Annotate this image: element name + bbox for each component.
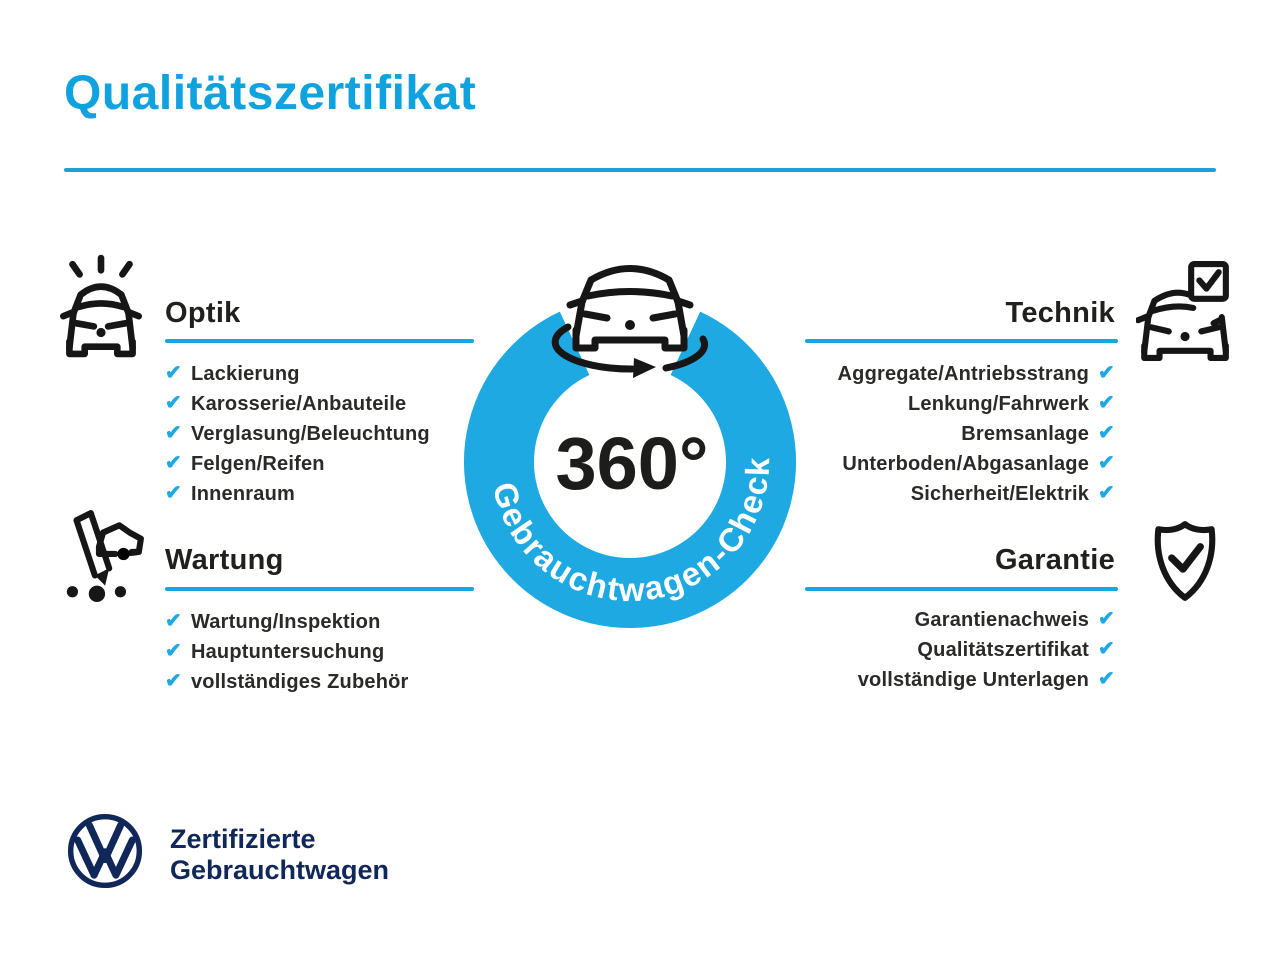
list-item-label: Verglasung/Beleuchtung xyxy=(190,422,430,445)
list-item-label: Lenkung/Fahrwerk xyxy=(908,392,1090,415)
check-icon: ✔ xyxy=(165,670,182,692)
list-item-label: Innenraum xyxy=(190,482,296,505)
car-checkbox-icon xyxy=(1136,260,1230,362)
footer-line-2: Gebrauchtwagen xyxy=(170,855,390,885)
check-icon: ✔ xyxy=(1098,392,1115,414)
check-icon: ✔ xyxy=(165,452,182,474)
check-icon: ✔ xyxy=(165,422,182,444)
list-item-label: Aggregate/Antriebsstrang xyxy=(837,362,1090,385)
footer-line-1: Zertifizierte xyxy=(170,824,316,854)
list-item xyxy=(165,637,409,667)
list-item xyxy=(917,635,1115,665)
optik-divider xyxy=(165,339,474,343)
check-icon: ✔ xyxy=(1098,422,1115,444)
check-icon: ✔ xyxy=(1098,482,1115,504)
section-title-technik: Technik xyxy=(1005,297,1115,329)
vw-logo xyxy=(66,812,144,890)
car-shine-icon xyxy=(56,254,146,360)
garantie-list xyxy=(858,605,1115,695)
list-item-label: Unterboden/Abgasanlage xyxy=(842,452,1090,475)
list-item xyxy=(858,665,1115,695)
list-item-label: Karosserie/Anbauteile xyxy=(190,392,407,415)
360-check-badge xyxy=(440,230,840,650)
list-item xyxy=(842,449,1115,479)
list-item xyxy=(908,389,1115,419)
check-icon: ✔ xyxy=(1098,638,1115,660)
technik-list xyxy=(838,359,1115,509)
check-icon: ✔ xyxy=(1098,362,1115,384)
check-icon: ✔ xyxy=(1098,668,1115,690)
list-item-label: Lackierung xyxy=(190,362,300,385)
section-title-optik: Optik xyxy=(165,297,241,329)
header-divider xyxy=(64,168,1216,172)
optik-list xyxy=(165,359,430,509)
degrees-label: 360° xyxy=(555,422,709,505)
shield-check-icon xyxy=(1146,518,1224,604)
check-icon: ✔ xyxy=(165,640,182,662)
car-360-rotation-icon xyxy=(555,269,704,379)
section-title-garantie: Garantie xyxy=(994,544,1115,576)
list-item xyxy=(165,389,430,419)
list-item-label: vollständige Unterlagen xyxy=(857,668,1090,691)
list-item-label: Wartung/Inspektion xyxy=(190,610,381,633)
list-item xyxy=(165,419,430,449)
car-pencil-checklist-icon xyxy=(56,508,144,602)
list-item-label: Felgen/Reifen xyxy=(190,452,325,475)
list-item xyxy=(838,359,1115,389)
garantie-divider xyxy=(805,587,1118,591)
check-icon: ✔ xyxy=(165,610,182,632)
list-item-label: vollständiges Zubehör xyxy=(190,670,409,693)
check-icon: ✔ xyxy=(165,392,182,414)
list-item xyxy=(911,479,1115,509)
list-item-label: Garantienachweis xyxy=(914,608,1090,631)
list-item-label: Sicherheit/Elektrik xyxy=(910,482,1090,505)
list-item xyxy=(961,419,1115,449)
page-title: Qualitätszertifikat xyxy=(64,67,477,120)
wartung-divider xyxy=(165,587,474,591)
list-item xyxy=(165,667,409,697)
ring-label: Gebrauchtwagen-Check xyxy=(485,455,777,609)
technik-divider xyxy=(805,339,1118,343)
check-icon: ✔ xyxy=(1098,452,1115,474)
list-item xyxy=(165,449,430,479)
footer-brand-text xyxy=(170,824,389,886)
list-item-label: Qualitätszertifikat xyxy=(917,638,1090,661)
list-item xyxy=(165,607,409,637)
check-icon: ✔ xyxy=(165,362,182,384)
section-title-wartung: Wartung xyxy=(165,544,284,576)
list-item xyxy=(915,605,1115,635)
list-item-label: Bremsanlage xyxy=(961,422,1090,445)
wartung-list xyxy=(165,607,409,697)
list-item xyxy=(165,359,430,389)
list-item xyxy=(165,479,430,509)
check-icon: ✔ xyxy=(1098,608,1115,630)
list-item-label: Hauptuntersuchung xyxy=(190,640,385,663)
check-icon: ✔ xyxy=(165,482,182,504)
